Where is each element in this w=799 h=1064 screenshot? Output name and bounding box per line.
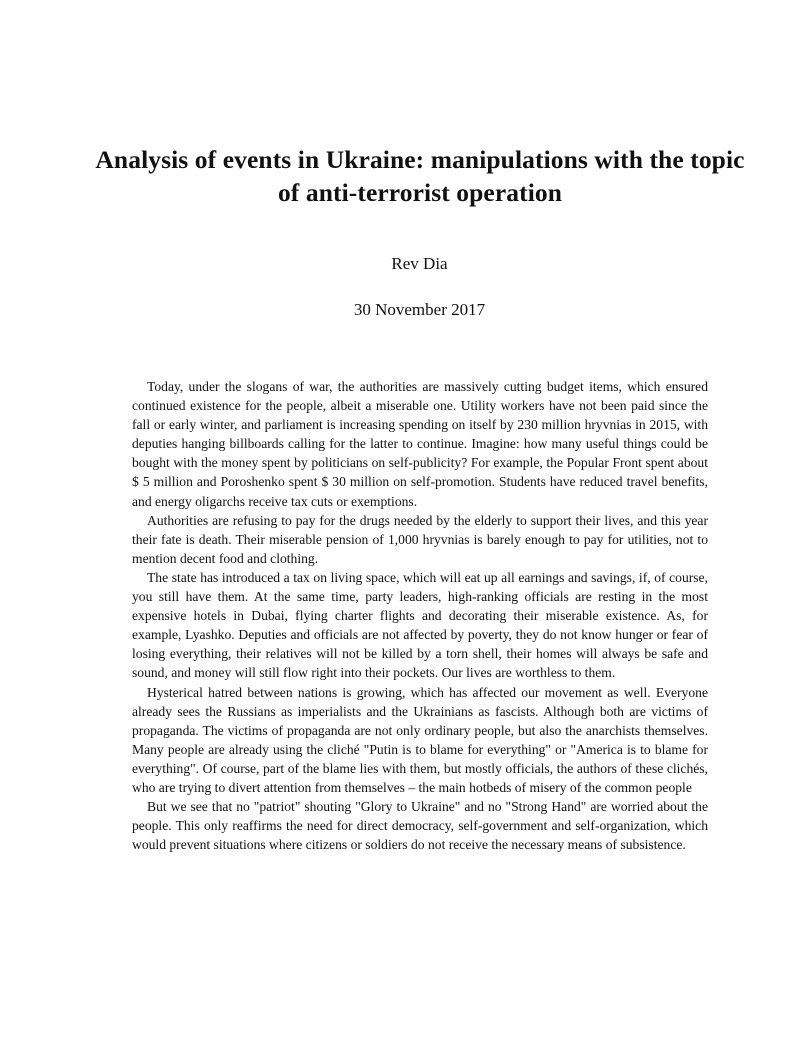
paragraph: Authorities are refusing to pay for the drugs needed by the elderly to support their lives, and this year their fate is death. Their miserable pension of 1,000 hryvnias is barely enough to pay for utilities, not to mention decent food and clothing.	[132, 512, 708, 566]
document-body	[132, 377, 708, 854]
paragraph: Today, under the slogans of war, the authorities are massively cutting budget items, which ensured continued existence for the people, albeit a miserable one. Utility workers have not been paid since the fall or early winter, and parliament is increasing spending on itself by 230 million hryvnias in 2015, with deputies hanging billboards calling for the latter to continue. Imagine: how many useful things could be bought with the money spent by politicians on self-publicity? For example, the Popular Front spent about $ 5 million and Poroshenko spent $ 30 million on self-promotion. Students have reduced travel benefits, and energy oligarchs receive tax cuts or exemptions.	[132, 379, 708, 509]
document-date: 30 November 2017	[353, 300, 486, 319]
document-author: Rev Dia	[391, 254, 448, 273]
paragraph: Hysterical hatred between nations is growing, which has affected our movement as well. Everyone already sees the Russians as imperialists and the Ukrainians as fascists. Although both are victims of propaganda. The victims of propaganda are not only ordinary people, but also the anarchists themselves. Many people are already using the cliché "Putin is to blame for everything" or "America is to blame for everything". Of course, part of the blame lies with them, but mostly officials, the authors of these clichés, who are trying to divert attention from themselves – the main hotbeds of misery of the common people	[132, 684, 708, 795]
paragraph: The state has introduced a tax on living space, which will eat up all earnings and savings, if, of course, you still have them. At the same time, party leaders, high-ranking officials are resting in the most expensive hotels in Dubai, flying charter flights and decorating their miserable existence. As, for example, Lyashko. Deputies and officials are not affected by poverty, they do not know hunger or fear of losing everything, their relatives will not be killed by a torn shell, their homes will always be safe and sound, and money will still flow right into their pockets. Our lives are worthless to them.	[132, 569, 708, 681]
document-title: Analysis of events in Ukraine: manipulations with the topic of anti-terrorist operation	[95, 145, 745, 207]
paragraph: But we see that no "patriot" shouting "Glory to Ukraine" and no "Strong Hand" are worried about the people. This only reaffirms the need for direct democracy, self-government and self-organization, which would prevent situations where citizens or soldiers do not receive the necessary means of subsistence.	[132, 799, 708, 853]
